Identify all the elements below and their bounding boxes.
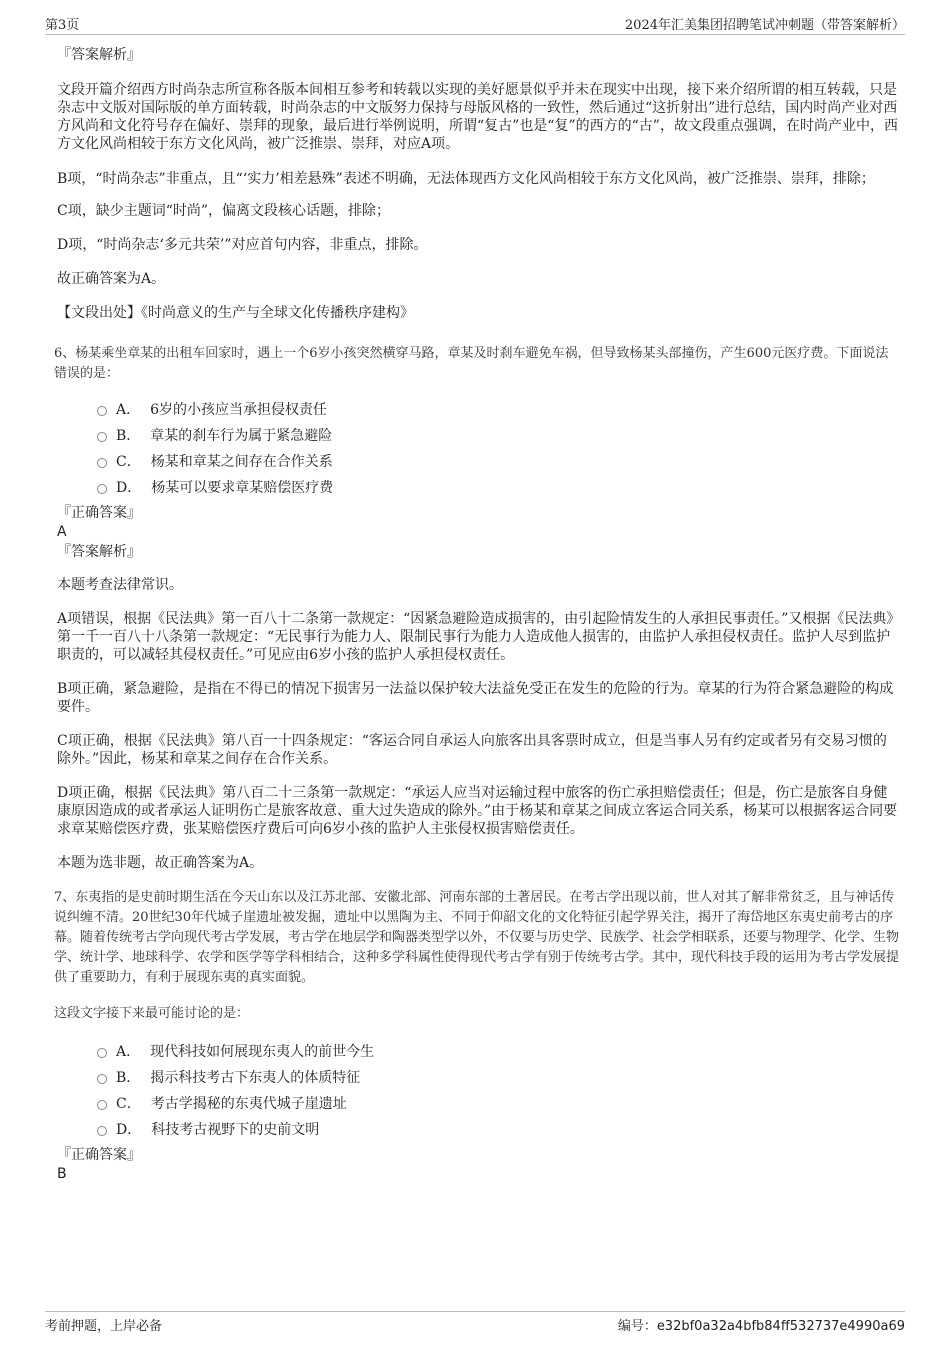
q6-option-b[interactable]: B． 章某的刹车行为属于紧急避险	[97, 422, 899, 448]
page-footer	[45, 1311, 905, 1336]
q6-correct-label: 『正确答案』	[57, 505, 141, 521]
q6-options	[57, 396, 899, 500]
q5-answer-statement: 故正确答案为A。	[57, 271, 166, 287]
q6-analysis-label: 『答案解析』	[57, 544, 141, 560]
q7-question: 7、东夷指的是史前时期生活在今天山东以及江苏北部、安徽北部、河南东部的土著居民。在考古学出现以前，世人对其了解非常贫乏，且与神话传说纠缠不清。20世纪30年代城子崖遗址被发掘，遗址中以黑陶为主、不同于仰韶文化的文化特征引起学界关注，揭开了海岱地区东夷史前考古的序幕。随着传统考古学向现代考古学发展，考古学在地层学和陶器类型学以外，不仅要与历史学、民族学、社会学相联系，还要与物理学、化学、生物学、统计学、地球科学、农学和医学等学科相结合，这种多学科属性使得现代考古学有别于传统考古学。其中，现代科技手段的运用为考古学发展提供了重要助力，有利于展现东夷的真实面貌。	[54, 890, 900, 985]
q5-analysis-p2: B项，“时尚杂志”非重点，且“‘实力’相差悬殊”表述不明确，无法体现西方文化风尚相较于东方文化风尚，被广泛推崇、崇拜，排除；	[57, 171, 875, 187]
radio-icon[interactable]	[97, 458, 107, 468]
q7-option-c[interactable]: C． 考古学揭秘的东夷代城子崖遗址	[97, 1090, 899, 1116]
q7-prompt: 这段文字接下来最可能讨论的是：	[54, 1006, 250, 1021]
q7-correct-answer: B	[57, 1166, 67, 1182]
radio-icon[interactable]	[97, 1126, 107, 1136]
radio-icon[interactable]	[97, 432, 107, 442]
q7-correct-label: 『正确答案』	[57, 1147, 141, 1163]
radio-icon[interactable]	[97, 406, 107, 416]
radio-icon[interactable]	[97, 1074, 107, 1084]
q7-option-a[interactable]: A． 现代科技如何展现东夷人的前世今生	[97, 1038, 899, 1064]
q6-analysis-p4: C项正确，根据《民法典》第八百一十四条规定：“客运合同自承运人向旅客出具客票时成立，但是当事人另有约定或者另有交易习惯的除外。”因此，杨某和章某之间存在合作关系。	[57, 733, 887, 767]
main-content	[54, 44, 900, 1183]
radio-icon[interactable]	[97, 484, 107, 494]
q7-option-b[interactable]: B． 揭示科技考古下东夷人的体质特征	[97, 1064, 899, 1090]
page-number: 第3页	[45, 18, 80, 33]
document-title: 2024年汇美集团招聘笔试冲刺题（带答案解析）	[624, 18, 905, 33]
q6-question: 6、杨某乘坐章某的出租车回家时，遇上一个6岁小孩突然横穿马路，章某及时刹车避免车祸，但导致杨某头部撞伤，产生600元医疗费。下面说法错误的是：	[54, 346, 889, 381]
q6-answer-statement: 本题为选非题，故正确答案为A。	[57, 855, 264, 871]
q7-option-d[interactable]: D． 科技考古视野下的史前文明	[97, 1116, 899, 1142]
q6-analysis-p5: D项正确，根据《民法典》第八百二十三条第一款规定：“承运人应当对运输过程中旅客的伤亡承担赔偿责任；但是，伤亡是旅客自身健康原因造成的或者承运人证明伤亡是旅客故意、重大过失造成的除外。”由于杨某和章某之间成立客运合同关系，杨某可以根据客运合同要求章某赔偿医疗费，张某赔偿医疗费后可向6岁小孩的监护人主张侵权损害赔偿责任。	[57, 785, 898, 837]
q6-analysis-p1: 本题考查法律常识。	[57, 577, 183, 593]
footer-slogan: 考前押题，上岸必备	[45, 1319, 163, 1334]
q6-option-d[interactable]: D． 杨某可以要求章某赔偿医疗费	[97, 474, 899, 500]
q5-analysis-label: 『答案解析』	[57, 47, 141, 63]
q5-analysis-p3: C项，缺少主题词“时尚”，偏离文段核心话题，排除；	[57, 203, 391, 219]
q5-analysis-p1: 文段开篇介绍西方时尚杂志所宣称各版本间相互参考和转载以实现的美好愿景似乎并未在现实中出现，接下来介绍所谓的相互转载，只是杂志中文版对国际版的单方面转载，时尚杂志的中文版努力保持与母版风格的一致性，然后通过“这折射出”进行总结，国内时尚产业对西方风尚和文化符号存在偏好、崇拜的现象，最后进行举例说明，所谓“复古”也是“复”的西方的“古”，故文段重点强调，在时尚产业中，西方文化风尚相较于东方文化风尚，被广泛推崇、崇拜，对应A项。	[57, 82, 898, 152]
q5-source: 【文段出处】《时尚意义的生产与全球文化传播秩序建构》	[57, 305, 414, 321]
page-header	[45, 14, 905, 35]
q7-options	[57, 1038, 899, 1142]
q6-analysis-p2: A项错误，根据《民法典》第一百八十二条第一款规定：“因紧急避险造成损害的，由引起险情发生的人承担民事责任。”又根据《民法典》第一千一百八十八条第一款规定：“无民事行为能力人、限制民事行为能力人造成他人损害的，由监护人承担侵权责任。监护人尽到监护职责的，可以减轻其侵权责任。”可见应由6岁小孩的监护人承担侵权责任。	[57, 611, 894, 663]
q6-analysis-p3: B项正确，紧急避险，是指在不得已的情况下损害另一法益以保护较大法益免受正在发生的危险的行为。章某的行为符合紧急避险的构成要件。	[57, 681, 894, 715]
q6-option-c[interactable]: C． 杨某和章某之间存在合作关系	[97, 448, 899, 474]
radio-icon[interactable]	[97, 1100, 107, 1110]
document-code: 编号：e32bf0a32a4bfb84ff532737e4990a69	[617, 1319, 905, 1334]
q5-analysis-p4: D项，“时尚杂志‘多元共荣’”对应首句内容，非重点，排除。	[57, 237, 428, 253]
q6-option-a[interactable]: A． 6岁的小孩应当承担侵权责任	[97, 396, 899, 422]
radio-icon[interactable]	[97, 1048, 107, 1058]
q6-correct-answer: A	[57, 524, 67, 540]
